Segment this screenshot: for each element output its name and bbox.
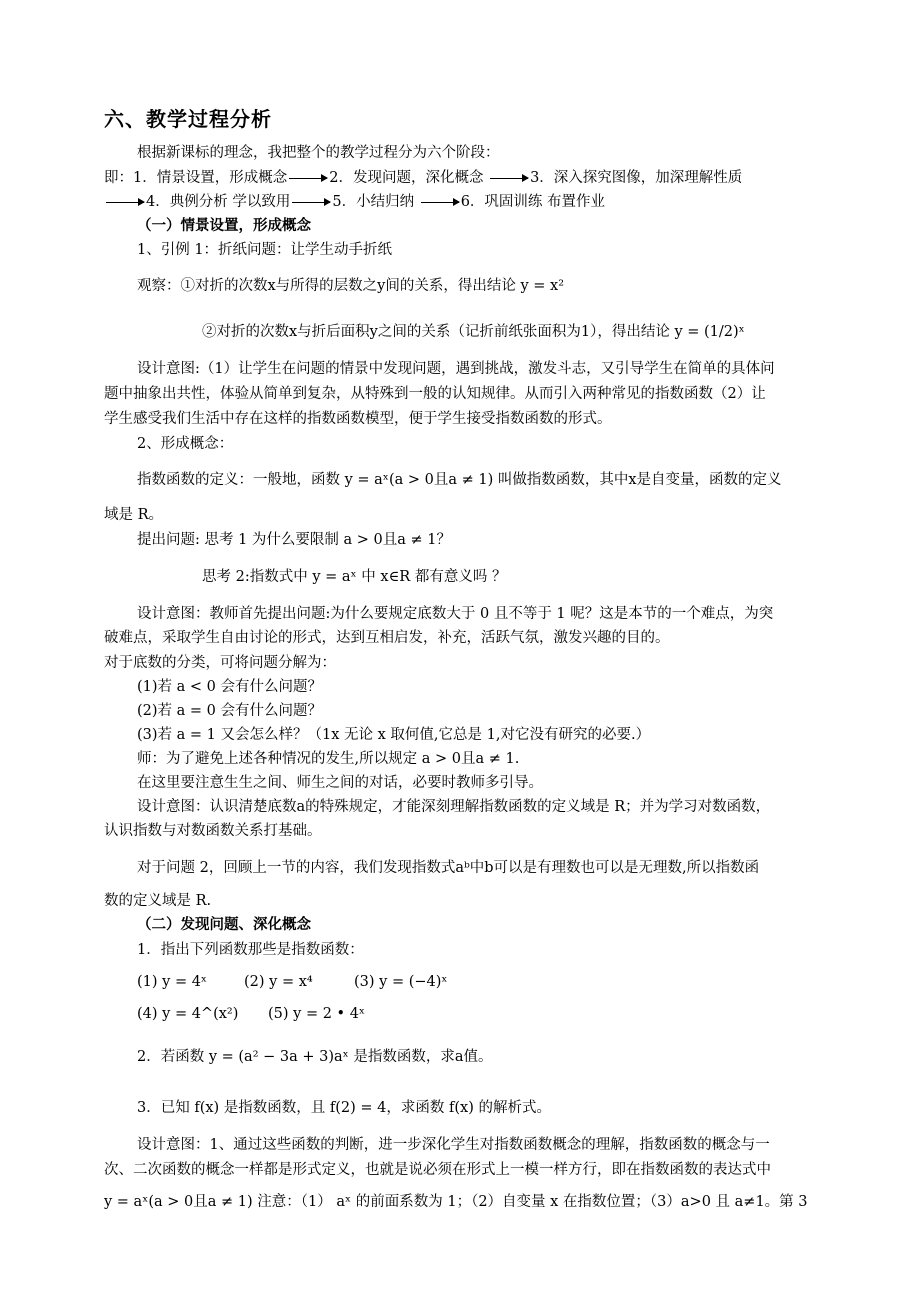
arrow-icon bbox=[490, 178, 528, 179]
design-intent-3-line-2: 认识指数与对数函数关系打基础。 bbox=[104, 823, 322, 839]
func-option-2: (2) y = x⁴ bbox=[244, 974, 313, 990]
design-intent-4-line-2: 次、二次函数的概念一样都是形式定义，也就是说必须在形式上一模一样方行，即在指数函数的表达式中 bbox=[104, 1162, 771, 1178]
func-option-5: (5) y = 2 • 4ˣ bbox=[268, 1006, 366, 1022]
question-2: 思考 2:指数式中 y = aˣ 中 x∈R 都有意义吗 ？ bbox=[202, 569, 507, 585]
design-intent-1-line-1: 设计意图:（1）让学生在问题的情景中发现问题，遇到挑战，激发斗志，又引导学生在简单的具体问 bbox=[137, 361, 775, 377]
design-intent-3-line-1: 设计意图：认识清楚底数a的特殊规定，才能深刻理解指数函数的定义域是 R；并为学习对数函数， bbox=[137, 799, 771, 815]
func-option-1: (1) y = 4ˣ bbox=[137, 974, 208, 990]
stage-2: 2．发现问题，深化概念 bbox=[329, 170, 484, 186]
case-2: (2)若 a = 0 会有什么问题？ bbox=[137, 703, 322, 719]
stage-1: 即：1．情景设置，形成概念 bbox=[104, 170, 288, 186]
design-intent-1-line-2: 题中抽象出共性，体验从简单到复杂，从特殊到一般的认知规律。从而引入两种常见的指数函数（2）让 bbox=[104, 386, 766, 402]
design-intent-1-line-3: 学生感受我们生活中存在这样的指数函数模型，便于学生接受指数函数的形式。 bbox=[104, 411, 612, 427]
stage-3: 3．深入探究图像，加深理解性质 bbox=[530, 170, 743, 186]
case-3: (3)若 a = 1 又会怎么样？（1x 无论 x 取何值,它总是 1,对它没有研究的必要.） bbox=[137, 727, 651, 743]
design-intent-2-line-2: 破难点，采取学生自由讨论的形式，达到互相启发，补充，活跃气氛，激发兴趣的目的。 bbox=[104, 630, 670, 646]
note-line: 在这里要注意生生之间、师生之间的对话，必要时教师多引导。 bbox=[137, 775, 543, 791]
intro-line: 根据新课标的理念，我把整个的教学过程分为六个阶段： bbox=[137, 145, 500, 161]
definition-line-2: 域是 R。 bbox=[104, 507, 164, 523]
design-intent-2-line-1: 设计意图：教师首先提出问题:为什么要规定底数大于 0 且不等于 1 呢？这是本节的一个难点，为突 bbox=[137, 606, 774, 622]
arrow-icon bbox=[289, 178, 327, 179]
stage-4: 4．典例分析 学以致用 bbox=[146, 194, 291, 210]
definition-line-1: 指数函数的定义：一般地，函数 y = aˣ(a > 0且a ≠ 1) 叫做指数函数，其中x是自变量，函数的定义 bbox=[137, 472, 782, 488]
exercise-1-title: 1．指出下列函数那些是指数函数： bbox=[137, 942, 364, 958]
question-1: 提出问题: 思考 1 为什么要限制 a > 0且a ≠ 1？ bbox=[137, 532, 452, 548]
observation-1: 观察：①对折的次数x与所得的层数之y间的关系，得出结论 y = x² bbox=[137, 278, 565, 294]
problem-2-line-2: 数的定义域是 R. bbox=[104, 893, 212, 909]
case-1: (1)若 a < 0 会有什么问题？ bbox=[137, 679, 322, 695]
arrow-icon bbox=[292, 202, 330, 203]
func-option-3: (3) y = (−4)ˣ bbox=[354, 974, 448, 990]
base-classification-intro: 对于底数的分类，可将问题分解为： bbox=[104, 655, 336, 671]
problem-2-line-1: 对于问题 2，回顾上一节的内容，我们发现指数式aᵇ中b可以是有理数也可以是无理数,所以指数函 bbox=[137, 860, 760, 876]
subsection-1-title: （一）情景设置，形成概念 bbox=[137, 218, 311, 234]
arrow-icon bbox=[421, 202, 459, 203]
teacher-line: 师：为了避免上述各种情况的发生,所以规定 a > 0且a ≠ 1. bbox=[137, 751, 520, 767]
stages-line-2 bbox=[104, 192, 605, 212]
func-option-4: (4) y = 4^(x²) bbox=[137, 1006, 239, 1022]
stage-6: 6．巩固训练 布置作业 bbox=[460, 194, 606, 210]
observation-2: ②对折的次数x与折后面积y之间的关系（记折前纸张面积为1），得出结论 y = (1/2)ˣ bbox=[202, 324, 745, 340]
arrow-icon bbox=[106, 202, 144, 203]
design-intent-4-line-1: 设计意图：1、通过这些函数的判断，进一步深化学生对指数函数概念的理解，指数函数的概念与一 bbox=[137, 1137, 770, 1153]
stage-5: 5．小结归纳 bbox=[332, 194, 415, 210]
example-1-line: 1、引例 1：折纸问题：让学生动手折纸 bbox=[137, 242, 393, 258]
subsection-2-title: （二）发现问题、深化概念 bbox=[137, 917, 311, 933]
design-intent-4-line-3: y = aˣ(a > 0且a ≠ 1) 注意：（1） aˣ 的前面系数为 1；（2）自变量 x 在指数位置；（3）a>0 且 a≠1。第 3 bbox=[104, 1194, 808, 1210]
exercise-3: 3．已知 f(x) 是指数函数，且 f(2) = 4，求函数 f(x) 的解析式。 bbox=[137, 1100, 551, 1116]
exercise-2: 2．若函数 y = (a² − 3a + 3)aˣ 是指数函数，求a值。 bbox=[137, 1049, 493, 1065]
stages-line-1 bbox=[104, 168, 742, 188]
section-heading: 六、教学过程分析 bbox=[104, 107, 272, 131]
form-concept-title: 2、形成概念： bbox=[137, 436, 234, 452]
